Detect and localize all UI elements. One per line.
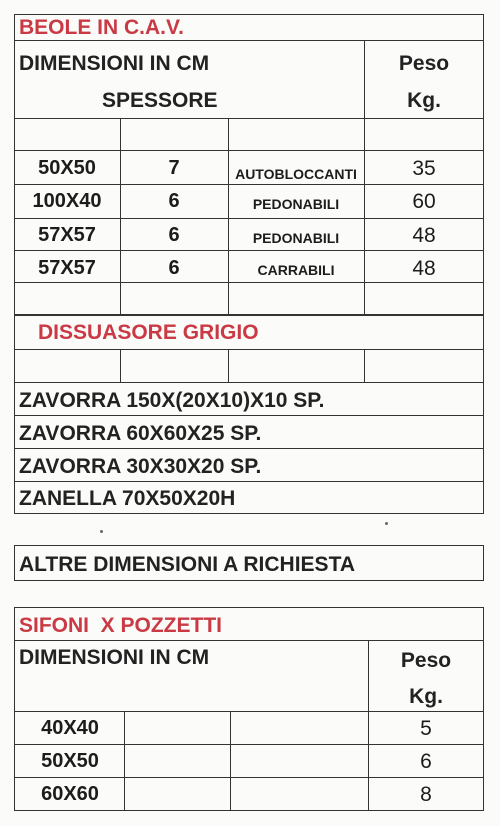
divider <box>14 448 484 449</box>
divider <box>14 184 484 185</box>
divider <box>14 777 484 778</box>
beole-row-thickness: 7 <box>168 157 180 179</box>
beole-row-dim: 100X40 <box>32 190 102 212</box>
beole-row-weight: 48 <box>412 257 436 280</box>
beole-header-kg: Kg. <box>407 89 441 112</box>
divider <box>14 415 484 416</box>
beole-row-type: AUTOBLOCCANTI <box>235 166 357 182</box>
divider <box>364 40 365 315</box>
divider <box>368 640 369 811</box>
divider <box>228 118 229 315</box>
sifoni-row-weight: 6 <box>420 750 432 773</box>
beole-row-type: CARRABILI <box>257 262 335 278</box>
divider <box>120 349 121 382</box>
divider <box>14 711 484 712</box>
altre-dimensioni-text: ALTRE DIMENSIONI A RICHIESTA <box>19 553 355 576</box>
divider <box>14 481 484 482</box>
divider <box>364 349 365 382</box>
beole-row-dim: 50X50 <box>38 157 96 179</box>
divider <box>14 118 484 119</box>
sifoni-row-weight: 5 <box>420 717 432 740</box>
beole-header-dimensions: DIMENSIONI IN CM <box>19 52 210 75</box>
beole-row-weight: 35 <box>412 157 436 180</box>
divider <box>120 118 121 315</box>
beole-row-type: PEDONABILI <box>252 230 340 246</box>
divider <box>230 711 231 811</box>
sifoni-row-dim: 60X60 <box>41 783 99 805</box>
sifoni-header-peso: Peso <box>400 649 452 672</box>
beole-row-dim: 57X57 <box>38 257 96 279</box>
beole-header-peso: Peso <box>398 52 450 75</box>
beole-header-spessore: SPESSORE <box>102 89 218 112</box>
divider <box>14 382 484 383</box>
dissuasore-item: ZANELLA 70X50X20H <box>19 487 236 510</box>
scan-speck <box>100 530 103 533</box>
divider <box>14 250 484 251</box>
beole-row-dim: 57X57 <box>38 224 96 246</box>
beole-row-thickness: 6 <box>168 224 180 246</box>
scan-speck <box>385 522 388 525</box>
beole-row-thickness: 6 <box>168 190 180 212</box>
sifoni-row-dim: 50X50 <box>41 750 99 772</box>
sifoni-header-dimensions: DIMENSIONI IN CM <box>19 646 210 669</box>
beole-row-weight: 48 <box>412 224 436 247</box>
dissuasore-item: ZAVORRA 30X30X20 SP. <box>19 455 262 478</box>
divider <box>124 711 125 811</box>
dissuasore-item: ZAVORRA 60X60X25 SP. <box>19 422 262 445</box>
sifoni-row-weight: 8 <box>420 783 432 806</box>
beole-row-weight: 60 <box>412 190 436 213</box>
divider <box>14 150 484 151</box>
divider <box>14 349 484 350</box>
sifoni-title: SIFONI X POZZETTI <box>19 614 223 637</box>
divider <box>14 640 484 641</box>
divider <box>228 349 229 382</box>
sifoni-header-kg: Kg. <box>409 685 443 708</box>
dissuasore-item: ZAVORRA 150X(20X10)X10 SP. <box>19 389 325 412</box>
divider <box>14 40 484 41</box>
divider <box>14 744 484 745</box>
dissuasore-title: DISSUASORE GRIGIO <box>38 321 259 344</box>
divider <box>14 218 484 219</box>
beole-row-thickness: 6 <box>168 257 180 279</box>
divider <box>14 282 484 283</box>
sifoni-table <box>14 607 484 811</box>
beole-row-type: PEDONABILI <box>252 196 340 212</box>
beole-title: BEOLE IN C.A.V. <box>19 16 184 39</box>
sifoni-row-dim: 40X40 <box>41 717 99 739</box>
